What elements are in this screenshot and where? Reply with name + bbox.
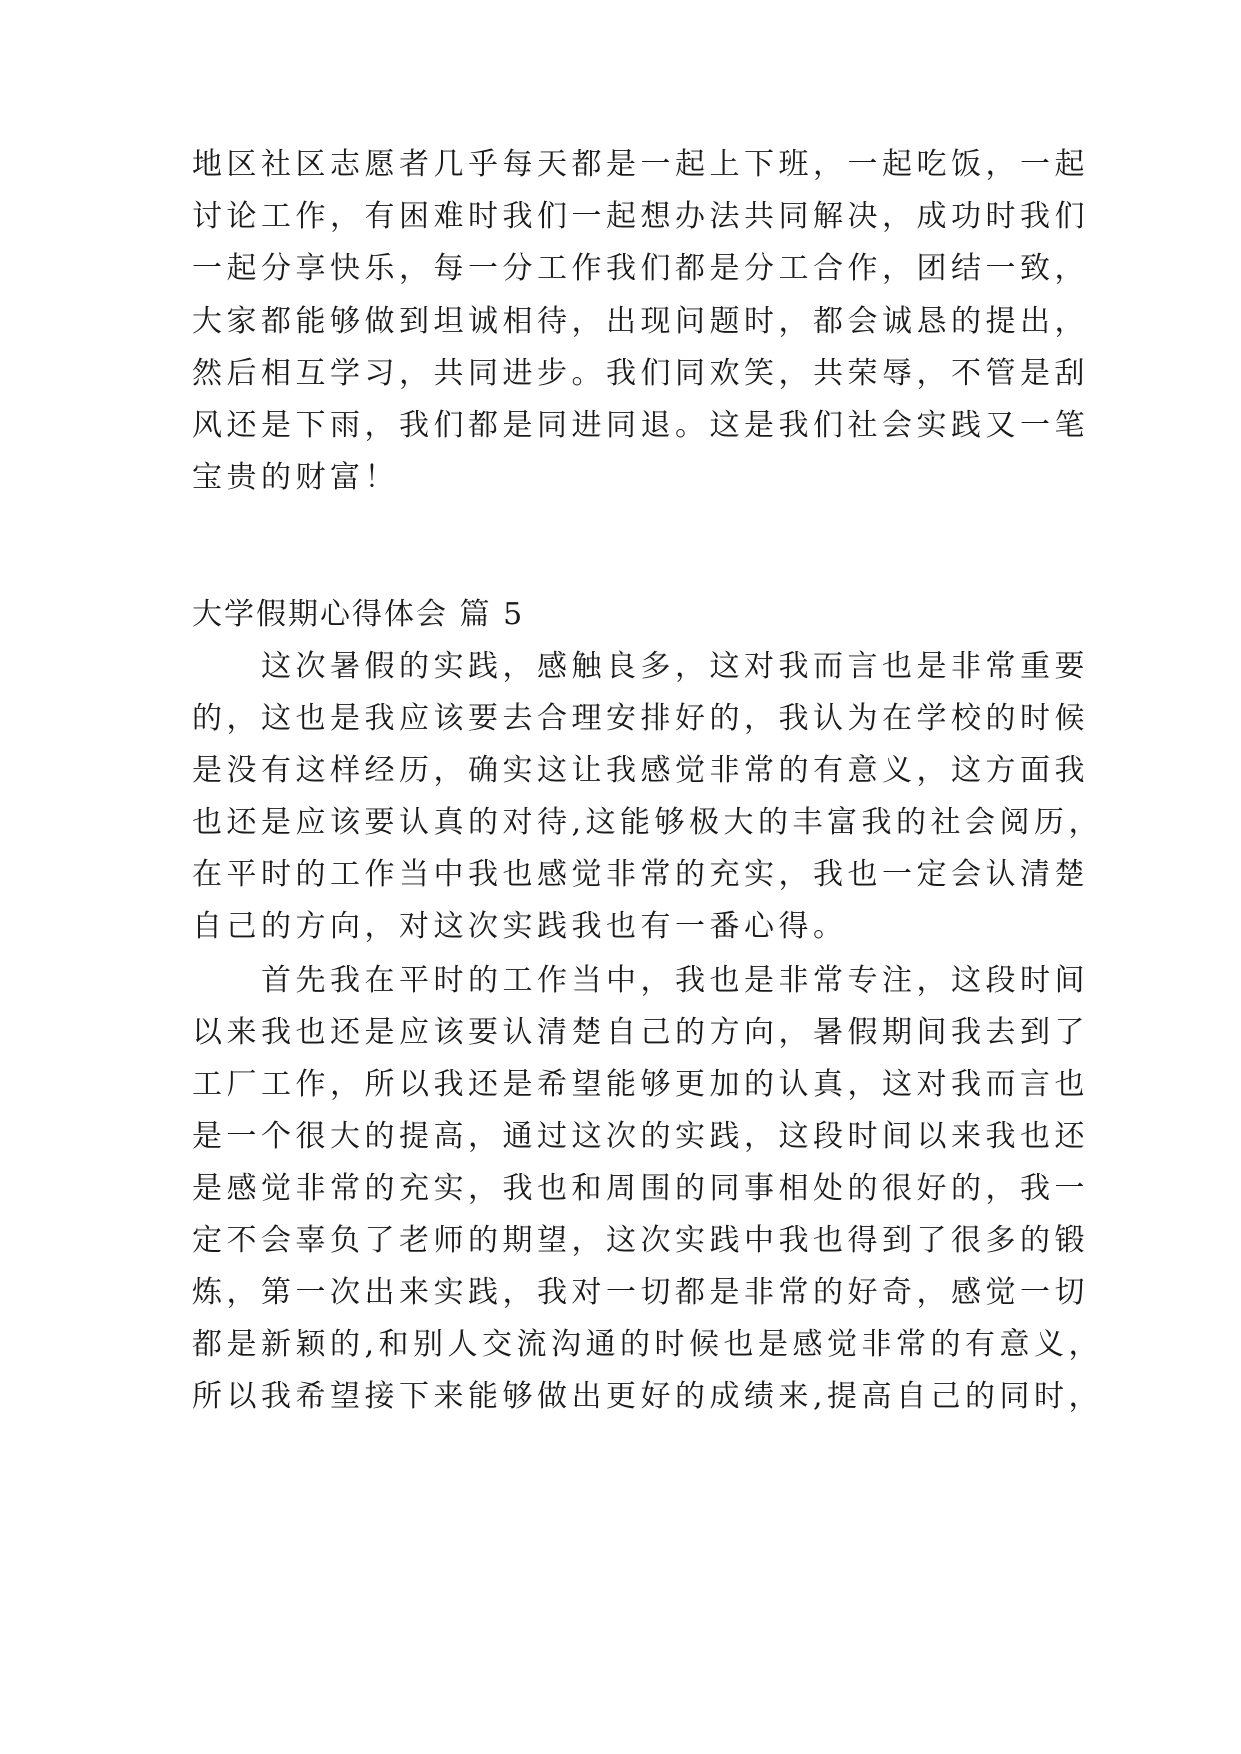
text-line: 一起分享快乐，每一分工作我们都是分工合作，团结一致， <box>192 251 1089 286</box>
section-heading: 大学假期心得体会 篇 5 <box>192 597 525 632</box>
text-line: 是一个很大的提高，通过这次的实践，这段时间以来我也还 <box>192 1119 1089 1154</box>
text-line: 以来我也还是应该要认清楚自己的方向，暑假期间我去到了 <box>192 1015 1089 1050</box>
text-line: 工厂工作，所以我还是希望能够更加的认真，这对我而言也 <box>192 1067 1089 1102</box>
text-line: 在平时的工作当中我也感觉非常的充实，我也一定会认清楚 <box>192 857 1089 892</box>
text-line: 这次暑假的实践，感触良多，这对我而言也是非常重要 <box>192 649 1089 684</box>
text-line: 自己的方向，对这次实践我也有一番心得。 <box>192 909 848 944</box>
text-line: 所以我希望接下来能够做出更好的成绩来,提高自己的同时， <box>192 1379 1104 1414</box>
text-line: 是没有这样经历，确实这让我感觉非常的有意义，这方面我 <box>192 753 1089 788</box>
text-line: 大家都能够做到坦诚相待，出现问题时，都会诚恳的提出， <box>192 304 1089 339</box>
text-line: 地区社区志愿者几乎每天都是一起上下班，一起吃饭，一起 <box>192 147 1089 182</box>
text-line: 讨论工作，有困难时我们一起想办法共同解决，成功时我们 <box>192 199 1089 234</box>
text-line: 都是新颖的,和别人交流沟通的时候也是感觉非常的有意义， <box>192 1327 1104 1362</box>
text-line: 定不会辜负了老师的期望，这次实践中我也得到了很多的锻 <box>192 1223 1089 1258</box>
text-line: 首先我在平时的工作当中，我也是非常专注，这段时间 <box>192 963 1089 998</box>
text-line: 也还是应该要认真的对待,这能够极大的丰富我的社会阅历， <box>192 805 1104 840</box>
text-line: 风还是下雨，我们都是同进同退。这是我们社会实践又一笔 <box>192 408 1089 443</box>
text-line: 宝贵的财富！ <box>192 460 399 495</box>
text-line: 的，这也是我应该要去合理安排好的，我认为在学校的时候 <box>192 701 1089 736</box>
text-line: 炼，第一次出来实践，我对一切都是非常的好奇，感觉一切 <box>192 1275 1089 1310</box>
text-line: 然后相互学习，共同进步。我们同欢笑，共荣辱，不管是刮 <box>192 356 1089 391</box>
text-line: 是感觉非常的充实，我也和周围的同事相处的很好的，我一 <box>192 1171 1089 1206</box>
